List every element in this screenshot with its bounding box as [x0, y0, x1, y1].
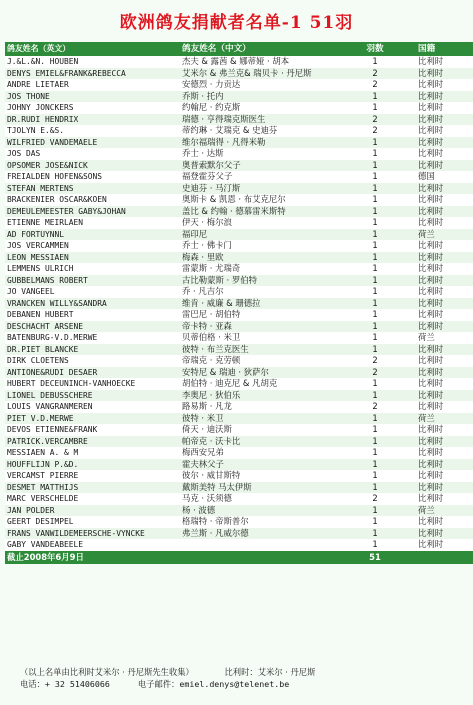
email-label: 电子邮件：: [137, 679, 180, 689]
table-row: [5, 539, 473, 551]
donor-name-cn: 路易斯 · 凡龙: [180, 401, 346, 413]
donor-name-en: OPSOMER JOSE&NICK: [5, 160, 180, 172]
donor-country: 荷兰: [404, 229, 473, 241]
table-row: [5, 309, 473, 321]
donor-country: 比利时: [404, 56, 473, 68]
donor-name-en: LEON MESSIAEN: [5, 252, 180, 264]
donor-name-en: LOUIS VANGRANMEREN: [5, 401, 180, 413]
donor-name-en: DEMEULEMEESTER GABY&JOHAN: [5, 206, 180, 218]
donor-name-en: DENYS EMIEL&FRANK&REBECCA: [5, 68, 180, 80]
donor-count: 1: [346, 240, 404, 252]
donor-country: 比利时: [404, 91, 473, 103]
donor-name-cn: 雷巴尼 · 胡伯特: [180, 309, 346, 321]
donor-country: 比利时: [404, 286, 473, 298]
donor-count: 1: [346, 217, 404, 229]
donor-count: 1: [346, 160, 404, 172]
table-row: [5, 321, 473, 333]
donor-name-en: TJOLYN E.&S.: [5, 125, 180, 137]
table-row: [5, 286, 473, 298]
donor-country: 比利时: [404, 263, 473, 275]
donor-country: 比利时: [404, 68, 473, 80]
donor-country: 比利时: [404, 459, 473, 471]
donor-country: 比利时: [404, 493, 473, 505]
donor-rows: [5, 56, 473, 551]
donor-name-en: JOS DAS: [5, 148, 180, 160]
donor-country: 荷兰: [404, 413, 473, 425]
donor-count: 2: [346, 79, 404, 91]
table-row: [5, 194, 473, 206]
table-row: [5, 137, 473, 149]
donor-name-en: DEBANEN HUBERT: [5, 309, 180, 321]
donor-name-en: PIET V.D.MERWE: [5, 413, 180, 425]
donor-country: 荷兰: [404, 505, 473, 517]
donor-name-cn: 梅西安兄弟: [180, 447, 346, 459]
donor-name-en: BRACKENIER OSCAR&KOEN: [5, 194, 180, 206]
donor-count: 1: [346, 516, 404, 528]
donor-name-cn: 史迪芬 · 马汀斯: [180, 183, 346, 195]
donor-name-cn: [180, 539, 346, 551]
donor-name-cn: 贝蒂伯格 · 米卫: [180, 332, 346, 344]
donor-count: 2: [346, 355, 404, 367]
donor-country: 比利时: [404, 240, 473, 252]
donor-name-cn: 帕帝克 · 沃卡比: [180, 436, 346, 448]
donor-count: 1: [346, 482, 404, 494]
table-row: [5, 275, 473, 287]
contact-footer: [20, 666, 460, 690]
donor-name-en: LIONEL DEBUSSCHERE: [5, 390, 180, 402]
table-row: [5, 206, 473, 218]
table-row: [5, 401, 473, 413]
donor-name-en: MESSIAEN A. & M: [5, 447, 180, 459]
donor-name-cn: 安特尼 & 瑞迪 · 狄萨尔: [180, 367, 346, 379]
donor-name-en: BATENBURG-V.D.MERWE: [5, 332, 180, 344]
donor-count: 1: [346, 378, 404, 390]
donor-name-cn: 倚天 · 迪沃斯: [180, 424, 346, 436]
total-row: [5, 551, 473, 564]
donor-name-cn: 奥普索默尔父子: [180, 160, 346, 172]
phone-number: + 32 51406066: [44, 679, 110, 689]
table-row: [5, 68, 473, 80]
donor-count: 1: [346, 424, 404, 436]
donor-count: 1: [346, 171, 404, 183]
table-row: [5, 447, 473, 459]
donor-country: 比利时: [404, 114, 473, 126]
table-row: [5, 424, 473, 436]
donor-name-en: DESMET MATTHIJS: [5, 482, 180, 494]
donor-name-cn: 盖比 & 约翰 · 德慕雷米斯特: [180, 206, 346, 218]
donor-name-cn: 维肯 · 威廉 & 珊德拉: [180, 298, 346, 310]
donor-name-cn: 安德烈 · 力贡达: [180, 79, 346, 91]
donor-name-en: DR.RUDI HENDRIX: [5, 114, 180, 126]
table-row: [5, 413, 473, 425]
donor-count: 1: [346, 321, 404, 333]
donor-name-cn: 艾米尔 & 弗兰克& 瑞贝卡 · 丹尼斯: [180, 68, 346, 80]
donor-name-en: JO VANGEEL: [5, 286, 180, 298]
table-row: [5, 114, 473, 126]
donor-country: 比利时: [404, 160, 473, 172]
donor-count: 1: [346, 137, 404, 149]
donor-count: 2: [346, 114, 404, 126]
donor-name-cn: 乔 · 凡吉尔: [180, 286, 346, 298]
table-header-row: [5, 42, 473, 56]
donor-name-cn: 胡伯特 · 迪克尼 & 凡胡克: [180, 378, 346, 390]
donor-country: 德国: [404, 171, 473, 183]
table-row: [5, 470, 473, 482]
donor-name-en: JOS VERCAMMEN: [5, 240, 180, 252]
donor-name-en: J.&L.&N. HOUBEN: [5, 56, 180, 68]
donor-name-en: FREIALDEN HOFEN&SONS: [5, 171, 180, 183]
donor-name-en: DIRK CLOETENS: [5, 355, 180, 367]
donor-name-cn: 古比勒蒙斯 · 罗伯特: [180, 275, 346, 287]
donor-count: 2: [346, 493, 404, 505]
email-address: emiel.denys@telenet.be: [179, 679, 290, 689]
footer-line-2: [20, 678, 460, 690]
donor-country: 比利时: [404, 516, 473, 528]
donor-country: 比利时: [404, 401, 473, 413]
table-row: [5, 252, 473, 264]
donor-name-en: FRANS VANWILDEMEERSCHE-VYNCKE: [5, 528, 180, 540]
donor-name-en: ETIENNE MEIRLAEN: [5, 217, 180, 229]
donor-count: 2: [346, 125, 404, 137]
donor-count: 1: [346, 286, 404, 298]
donor-name-en: AD FORTUYNNL: [5, 229, 180, 241]
table-row: [5, 516, 473, 528]
donor-count: 1: [346, 505, 404, 517]
donor-name-en: PATRICK.VERCAMBRE: [5, 436, 180, 448]
donor-name-cn: 约翰尼 · 约克斯: [180, 102, 346, 114]
total-spacer: [180, 551, 346, 564]
donor-count: 1: [346, 56, 404, 68]
table-row: [5, 102, 473, 114]
donor-count: 1: [346, 298, 404, 310]
donor-country: 比利时: [404, 367, 473, 379]
donor-country: 比利时: [404, 217, 473, 229]
donor-count: 1: [346, 436, 404, 448]
table-row: [5, 229, 473, 241]
table-row: [5, 56, 473, 68]
donor-name-cn: 乔士 · 佛卡门: [180, 240, 346, 252]
donor-count: 2: [346, 401, 404, 413]
donor-name-en: JAN POLDER: [5, 505, 180, 517]
donor-name-cn: 杰夫 & 露茜 & 娜蒂娅 · 胡本: [180, 56, 346, 68]
donor-country: 比利时: [404, 482, 473, 494]
table-row: [5, 263, 473, 275]
donor-name-cn: 乔士 · 达斯: [180, 148, 346, 160]
table-row: [5, 459, 473, 471]
donor-name-cn: 弗兰斯 · 凡威尔德: [180, 528, 346, 540]
donor-name-cn: 帝瑞克 · 克劳顿: [180, 355, 346, 367]
donor-name-cn: 戴斯美特 马太伊斯: [180, 482, 346, 494]
table-row: [5, 436, 473, 448]
donor-country: 比利时: [404, 447, 473, 459]
donor-count: 1: [346, 183, 404, 195]
table-row: [5, 217, 473, 229]
donor-name-en: DR.PIET BLANCKE: [5, 344, 180, 356]
table-row: [5, 171, 473, 183]
donor-name-cn: 彼尔 · 威甘斯特: [180, 470, 346, 482]
donor-table: [5, 42, 473, 564]
table-row: [5, 183, 473, 195]
donor-count: 1: [346, 194, 404, 206]
donor-name-en: JOHNY JONCKERS: [5, 102, 180, 114]
donor-count: 1: [346, 206, 404, 218]
table-row: [5, 332, 473, 344]
table-row: [5, 240, 473, 252]
donor-count: 1: [346, 91, 404, 103]
donor-name-cn: 帝卡特 · 亚森: [180, 321, 346, 333]
donor-count: 1: [346, 263, 404, 275]
donor-country: 比利时: [404, 298, 473, 310]
donor-country: 比利时: [404, 321, 473, 333]
collector-note: （以上名单由比利时艾米尔 · 丹尼斯先生收集）: [20, 667, 194, 677]
donor-country: 比利时: [404, 309, 473, 321]
donor-name-cn: 李奥尼 · 狄伯乐: [180, 390, 346, 402]
donor-name-en: DEVOS ETIENNE&FRANK: [5, 424, 180, 436]
donor-name-cn: 乔斯 · 托内: [180, 91, 346, 103]
donor-country: 比利时: [404, 344, 473, 356]
donor-country: 比利时: [404, 436, 473, 448]
donor-name-cn: 梅森 · 里欧: [180, 252, 346, 264]
header-count: 羽数: [346, 42, 404, 56]
donor-country: 比利时: [404, 148, 473, 160]
donor-country: 比利时: [404, 252, 473, 264]
donor-count: 1: [346, 390, 404, 402]
donor-name-en: GUBBELMANS ROBERT: [5, 275, 180, 287]
donor-count: 1: [346, 275, 404, 287]
table-row: [5, 148, 473, 160]
donor-name-en: HUBERT DECEUNINCH-VANHOECKE: [5, 378, 180, 390]
donor-name-cn: 彼特 · 米卫: [180, 413, 346, 425]
donor-name-en: ANDRE LIETAER: [5, 79, 180, 91]
donor-name-cn: 伊天 · 梅尔浪: [180, 217, 346, 229]
table-row: [5, 528, 473, 540]
donor-country: 比利时: [404, 470, 473, 482]
donor-country: 比利时: [404, 194, 473, 206]
donor-name-cn: 格瑞特 · 帝斯普尔: [180, 516, 346, 528]
donor-country: 比利时: [404, 125, 473, 137]
donor-country: 比利时: [404, 424, 473, 436]
donor-name-cn: 杨 · 波德: [180, 505, 346, 517]
donor-country: 比利时: [404, 275, 473, 287]
donor-count: 1: [346, 459, 404, 471]
donor-name-en: MARC VERSCHELDE: [5, 493, 180, 505]
table-row: [5, 298, 473, 310]
donor-count: 1: [346, 413, 404, 425]
table-row: [5, 79, 473, 91]
donor-country: 荷兰: [404, 332, 473, 344]
donor-count: 1: [346, 252, 404, 264]
donor-count: 1: [346, 148, 404, 160]
header-name-cn: 鸽友姓名（中文）: [180, 42, 346, 56]
header-name-en: 鸽友姓名（英文）: [5, 42, 180, 56]
total-count: 51: [346, 551, 404, 564]
table-row: [5, 125, 473, 137]
total-label: 截止2008年6月9日: [5, 551, 180, 564]
donor-country: 比利时: [404, 390, 473, 402]
table-row: [5, 505, 473, 517]
donor-country: 比利时: [404, 183, 473, 195]
donor-name-cn: 蒂约琳 · 艾瑞克 & 史迪芬: [180, 125, 346, 137]
donor-count: 1: [346, 344, 404, 356]
page-title: 欧洲鸽友捐献者名单-1 51羽: [119, 13, 354, 33]
donor-name-en: LEMMENS ULRICH: [5, 263, 180, 275]
donor-country: 比利时: [404, 539, 473, 551]
table-row: [5, 355, 473, 367]
donor-name-cn: 马克 · 沃须德: [180, 493, 346, 505]
donor-country: 比利时: [404, 79, 473, 91]
donor-count: 1: [346, 102, 404, 114]
donor-count: 2: [346, 68, 404, 80]
donor-name-en: VERCAMST PIERRE: [5, 470, 180, 482]
collector-country: 比利时：艾米尔 · 丹尼斯: [224, 667, 316, 677]
table-row: [5, 367, 473, 379]
donor-name-cn: 雷蒙斯 · 尤瑞奇: [180, 263, 346, 275]
donor-name-en: STEFAN MERTENS: [5, 183, 180, 195]
donor-name-cn: 福登霍芬父子: [180, 171, 346, 183]
header-country: 国籍: [404, 42, 473, 56]
donor-count: 1: [346, 309, 404, 321]
donor-count: 1: [346, 447, 404, 459]
phone-label: 电话：: [20, 679, 45, 689]
donor-name-en: GABY VANDEABEELE: [5, 539, 180, 551]
donor-name-en: VRANCKEN WILLY&SANDRA: [5, 298, 180, 310]
donor-country: 比利时: [404, 378, 473, 390]
donor-count: 1: [346, 229, 404, 241]
table-row: [5, 378, 473, 390]
donor-name-cn: 霍夫林父子: [180, 459, 346, 471]
donor-name-cn: 福印尼: [180, 229, 346, 241]
donor-name-en: JOS THONE: [5, 91, 180, 103]
donor-name-en: DESCHACHT ARSENE: [5, 321, 180, 333]
donor-name-en: GEERT DESIMPEL: [5, 516, 180, 528]
table-row: [5, 91, 473, 103]
donor-country: 比利时: [404, 206, 473, 218]
donor-country: 比利时: [404, 102, 473, 114]
donor-name-cn: 瑞德 · 亨得瑞克斯医生: [180, 114, 346, 126]
table-row: [5, 390, 473, 402]
table-row: [5, 160, 473, 172]
donor-country: 比利时: [404, 355, 473, 367]
total-spacer-2: [404, 551, 473, 564]
donor-count: 1: [346, 539, 404, 551]
donor-country: 比利时: [404, 137, 473, 149]
donor-name-en: HOUFFLIJN P.&D.: [5, 459, 180, 471]
table-row: [5, 493, 473, 505]
donor-count: 1: [346, 528, 404, 540]
footer-line-1: [20, 666, 460, 678]
donor-count: 1: [346, 332, 404, 344]
donor-count: 2: [346, 367, 404, 379]
donor-name-en: WILFRIED VANDEMAELE: [5, 137, 180, 149]
donor-name-cn: 奥斯卡 & 凯恩 · 布艾克尼尔: [180, 194, 346, 206]
donor-name-cn: 维尔福瑞得 · 凡得米勒: [180, 137, 346, 149]
donor-name-cn: 彼特 · 布兰克医生: [180, 344, 346, 356]
table-row: [5, 482, 473, 494]
donor-country: 比利时: [404, 528, 473, 540]
donor-count: 1: [346, 470, 404, 482]
table-row: [5, 344, 473, 356]
donor-name-en: ANTIONE&RUDI DESAER: [5, 367, 180, 379]
